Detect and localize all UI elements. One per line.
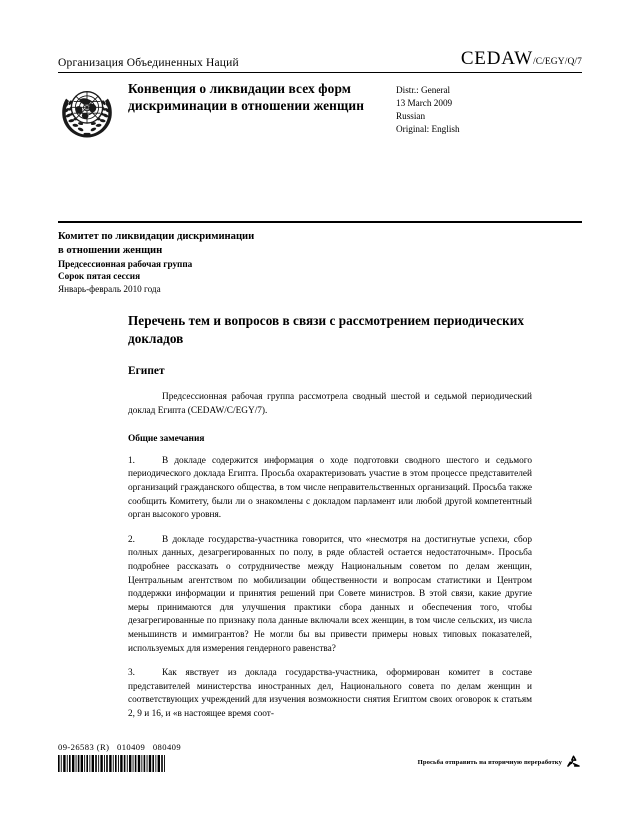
convention-title: Конвенция о ликвидации всех форм дискриминации в отношении женщин [128,81,365,114]
document-date: 13 March 2009 [396,98,453,109]
date-code-2: 080409 [152,742,182,752]
paragraph-item [128,667,532,721]
page-footer [58,742,582,772]
paragraph-item [128,534,532,656]
document-language: Russian [396,111,426,122]
country-heading: Египет [128,365,165,378]
paragraph-text: Как явствует из доклада государства-участника, оформирован комитет в составе представителей министерства иностранных дел, Национального совета по делам женщин и соответствующих учреждений для изучения возможности снятия Египтом своих оговорок к статьям 2, 9 и 16, и «в настоящее время соот- [128,668,532,720]
working-group: Предсессионная рабочая группа [58,259,193,270]
job-number-line [58,742,582,752]
document-body [128,312,532,722]
barcode [58,755,166,772]
recycle-text: Просьба отправить на вторичную переработку [417,759,562,766]
paragraph-text: В докладе государства-участника говорится, что «несмотря на достигнутые успехи, сбор полных данных, дезагрегированных по полу, в ряде областей остается недостаточным». Просьба подробнее рассказать о сотрудничестве между Национальным советом по делам женщин, Центральным агентством по мобилизации общественности и вопросам статистики и Центром поддержки информации и принятия решений при Совете министров. В этой связи, какие другие меры принимаются для улучшения практики сбора данных и обеспечения того, чтобы дезагрегированные по признаку пола данные включали всех женщин, в том числе сельских, из числа меньшинств и иммигрантов? Не могли бы вы привести примеры новых типовых показателей, используемых для измерения гендерного равенства? [128,534,532,654]
session-dates: Январь-февраль 2010 года [58,283,161,294]
recycle-notice [418,754,582,771]
lead-paragraph: Предсессионная рабочая группа рассмотрела сводный шестой и седьмой периодический доклад Египта (CEDAW/C/EGY/7). [128,392,532,417]
committee-name-line2: в отношении женщин [58,245,163,257]
job-number: 09-26583 (R) [58,742,110,752]
committee-name-line1: Комитет по ликвидации дискриминации [58,231,255,242]
document-symbol [461,48,582,70]
committee-block [58,230,388,295]
paragraph-text: В докладе содержится информация о ходе подготовки сводного шестого и седьмого периодического доклада Египта. Просьба охарактеризовать участие в этом процессе представителей организаций гражданского общества, в том числе неправительственных организаций. Просьба также сообщить Комитету, были ли о знакомлены с докладом парламент или любой другой компетентный орган высокого уровня. [128,455,532,521]
paragraph-number: 1. [128,455,135,466]
original-language: Original: English [396,124,460,135]
masthead [58,48,582,141]
paragraph-number: 3. [128,668,135,679]
recycle-icon [565,754,582,771]
document-symbol-main: CEDAW [460,48,533,69]
masthead-divider [58,72,582,73]
organization-name: Организация Объединенных Наций [58,57,239,70]
section-divider [58,221,582,223]
masthead-top-row [58,48,582,72]
document-symbol-suffix: /C/EGY/Q/7 [532,57,582,67]
paragraph-item [128,455,532,523]
un-emblem-icon [58,83,116,141]
page-title: Перечень тем и вопросов в связи с рассмотрением периодических докладов [128,313,525,346]
date-code-1: 010409 [117,742,146,752]
distribution-block [396,80,460,136]
session-number: Сорок пятая сессия [58,271,141,282]
distribution-type: Distr.: General [396,85,451,95]
section-heading-general-remarks: Общие замечания [128,433,205,444]
paragraph-number: 2. [128,534,135,545]
title-block [58,80,582,141]
